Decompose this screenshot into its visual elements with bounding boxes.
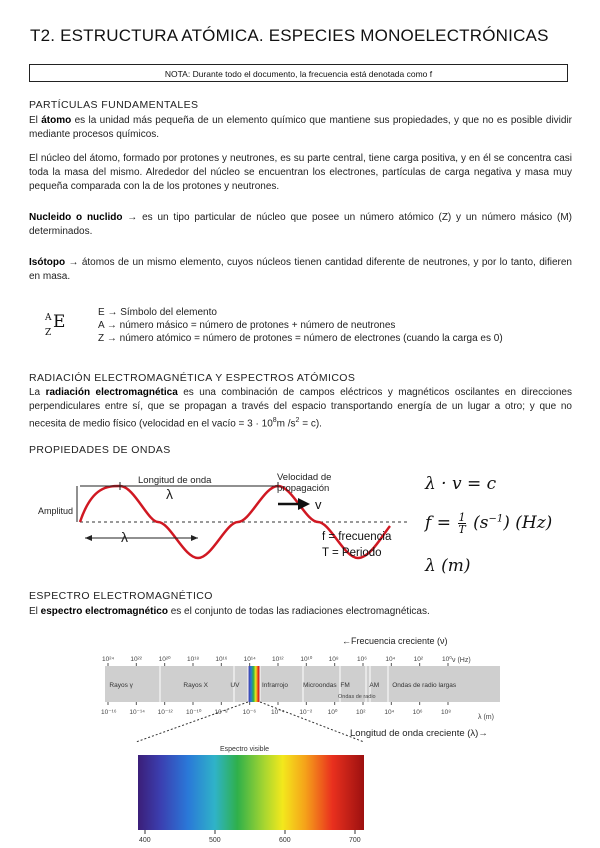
wavelength-tick-label: 10⁴ — [384, 709, 395, 716]
velocity-v: v — [315, 497, 322, 512]
heading-ondas: PROPIEDADES DE ONDAS — [29, 444, 171, 456]
wavelength-increasing-label: Longitud de onda creciente (λ)→ — [350, 728, 488, 739]
freq-tick-label: 10¹⁴ — [243, 656, 256, 663]
wavelength-tick-label: 10⁻¹⁶ — [101, 709, 117, 716]
visible-tick-label: 500 — [209, 837, 221, 844]
em-spectrum-diagram — [88, 630, 500, 845]
zoom-line-right — [260, 702, 364, 742]
velocity-arrow-head — [298, 498, 310, 510]
wavelength-tick-label: 10⁻⁸ — [214, 709, 228, 716]
wavelength-unit: λ (m) — [478, 714, 494, 721]
band-label: FM — [340, 682, 350, 689]
equation-frequency: f = $\frac{1}{T}$ $(s^{-1})$ (Hz) — [425, 511, 553, 536]
band-label: Rayos γ — [109, 682, 133, 689]
paragraph-nucleido: Nucleido o nuclido → es un tipo particular de núcleo que posee un número atómico (Z) y un número másico (M) determinados. — [29, 212, 572, 237]
band-label: Rayos X — [183, 682, 208, 689]
freq-tick-label: 10¹² — [272, 656, 284, 663]
heading-particulas: PARTÍCULAS FUNDAMENTALES — [29, 99, 199, 111]
heading-radiacion: RADIACIÓN ELECTROMAGNÉTICA Y ESPECTROS ATÓMICOS — [29, 372, 356, 384]
wavelength-ticks — [101, 702, 451, 716]
freq-tick-label: 10¹⁰ — [300, 656, 313, 663]
arrow-left — [85, 535, 92, 541]
paragraph-nucleo: El núcleo del átomo, formado por protones y neutrones, es su parte central, tiene carga positiva, y en él se concentra casi toda la masa del mismo. Alrededor del núcleo se encuentran los electrones, partículas de carga negativa y masa muy pequeña comparada con la de los protones y neutrones. — [29, 153, 572, 192]
wavelength-label: Longitud de onda — [138, 475, 212, 486]
wavelength-tick-label: 10⁶ — [412, 709, 423, 716]
visible-strip — [248, 666, 260, 702]
band-label: UV — [230, 682, 240, 689]
paragraph-atomo: El átomo es la unidad más pequeña de un elemento químico que mantiene sus propiedades, y que no es posible dividir mediante procesos químicos. — [29, 115, 572, 140]
wavelength-lambda-bottom: λ — [121, 529, 128, 545]
velocity-label-1: Velocidad de — [277, 472, 332, 483]
freq-tick-label: 10⁸ — [328, 656, 339, 663]
freq-increasing-label: ←Frecuencia creciente (ν) — [342, 636, 448, 646]
freq-tick-label: 10⁴ — [385, 656, 396, 663]
freq-ticks — [102, 655, 452, 666]
heading-espectro: ESPECTRO ELECTROMAGNÉTICO — [29, 590, 213, 602]
wavelength-tick-label: 10⁻⁶ — [242, 709, 257, 716]
band-label: Infrarrojo — [262, 682, 289, 689]
wave-diagram — [30, 466, 410, 581]
nuclide-definitions: E → Símbolo del elemento A → número másico = número de protones + número de neutrones Z → número atómico = número de protones = número de electrones (cuando la carga es 0) — [98, 307, 503, 344]
wavelength-tick-label: 10⁻¹² — [157, 709, 173, 716]
visible-tick-label: 600 — [279, 837, 291, 844]
equation-speed: λ · v = c — [425, 474, 497, 494]
freq-tick-label: 10⁶ — [357, 656, 367, 663]
paragraph-radiacion: La radiación electromagnética es una combinación de campos eléctricos y magnéticos oscilantes en direcciones perpendiculares entre sí, que se propagan a través del espacio transportando energía de un lugar a otro; y que no necesita de medio físico (velocidad en el vacío = $3 \cdot 10^8m$ $/s^2 = c$). — [29, 387, 572, 430]
note-box: NOTA: Durante todo el documento, la frecuencia está denotada como f — [29, 64, 568, 82]
visible-ticks — [139, 830, 361, 844]
freq-unit: ν (Hz) — [452, 657, 471, 664]
radio-sub-label: Ondas de radio — [338, 694, 376, 700]
visible-tick-label: 400 — [139, 837, 151, 844]
velocity-label-2: propagación — [277, 483, 330, 494]
band-label: AM — [369, 682, 380, 689]
wavelength-tick-label: 10⁸ — [441, 709, 451, 716]
equation-wavelength-unit: λ (m) — [425, 556, 471, 576]
freq-tick-label: 10²² — [130, 656, 142, 663]
wavelength-lambda-top: λ — [166, 486, 173, 502]
nuclide-symbol: A Z E — [45, 312, 66, 338]
wavelength-tick-label: 10⁰ — [327, 709, 338, 716]
frequency-label: f = frecuencia — [322, 531, 392, 543]
freq-tick-label: 10¹⁶ — [215, 656, 228, 663]
band-label: Ondas de radio largas — [392, 682, 457, 689]
wavelength-tick-label: 10² — [356, 709, 366, 716]
freq-tick-label: 10² — [413, 656, 424, 663]
freq-tick-label: 10⁰ — [442, 656, 452, 663]
wavelength-tick-label: 10⁻² — [299, 709, 313, 716]
freq-tick-label: 10²⁰ — [158, 656, 171, 663]
visible-tick-label: 700 — [349, 837, 361, 844]
freq-tick-label: 10¹⁸ — [187, 656, 200, 663]
amplitude-label: Amplitud — [38, 506, 74, 516]
visible-spectrum — [138, 755, 364, 830]
wavelength-tick-label: 10⁻⁴ — [271, 709, 285, 716]
period-label: T = Periodo — [322, 547, 382, 559]
paragraph-espectro: El espectro electromagnético es el conjunto de todas las radiaciones electromagnéticas. — [29, 606, 430, 617]
freq-tick-label: 10²⁴ — [102, 656, 115, 663]
arrow-right — [191, 535, 198, 541]
paragraph-isotopo: Isótopo → átomos de un mismo elemento, cuyos núcleos tienen cantidad diferente de neutrones, y por lo tanto, difieren en masa. — [29, 257, 572, 282]
band-label: Microondas — [303, 682, 337, 689]
visible-title: Espectro visible — [220, 746, 270, 753]
page-title: T2. ESTRUCTURA ATÓMICA. ESPECIES MONOELECTRÓNICAS — [30, 26, 549, 45]
wavelength-tick-label: 10⁻¹⁰ — [186, 709, 202, 716]
wavelength-tick-label: 10⁻¹⁴ — [129, 709, 145, 716]
zoom-line-left — [136, 702, 248, 742]
